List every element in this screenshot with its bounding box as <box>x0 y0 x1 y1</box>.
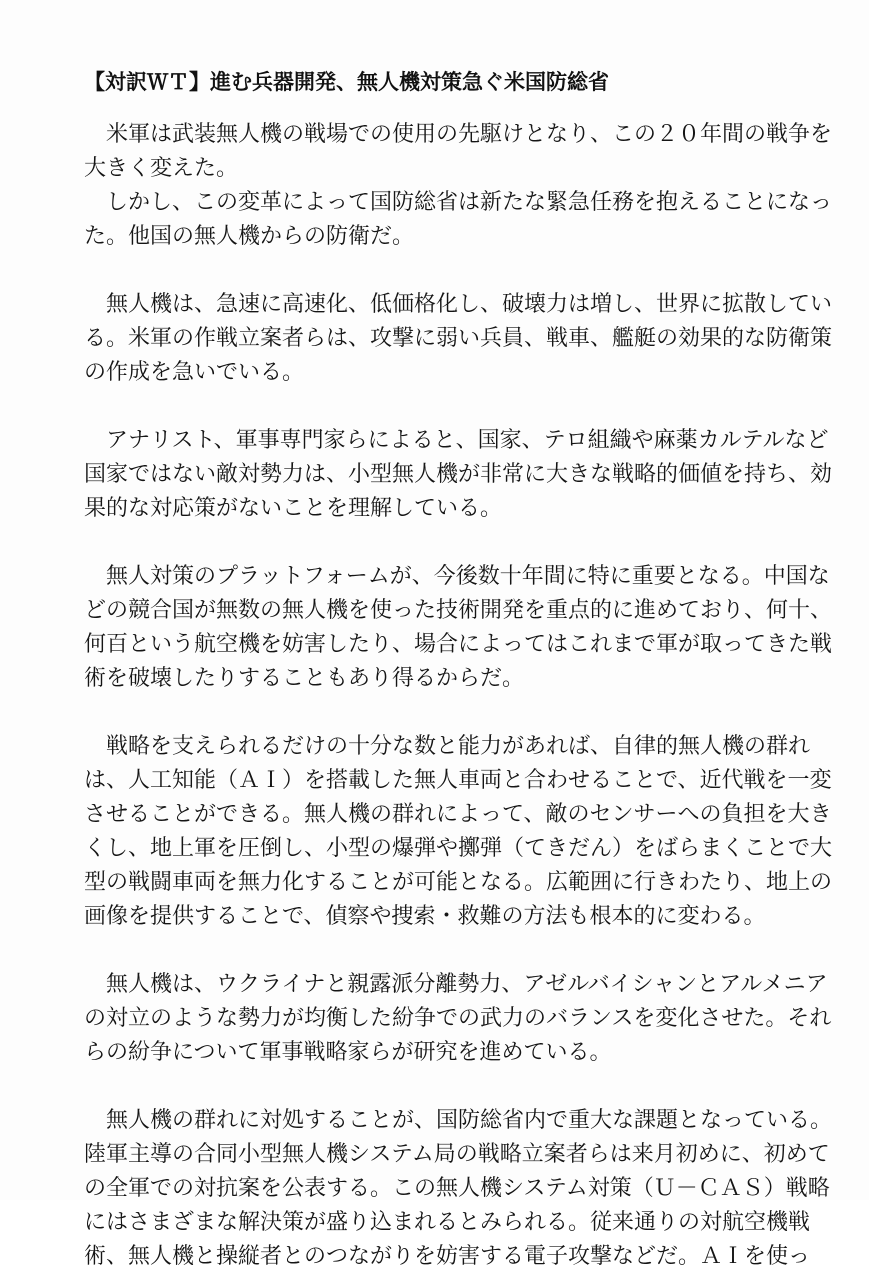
paragraph <box>84 186 833 254</box>
text-line: にはさまざまな解決策が盛り込まれるとみられる。従来通りの対航空機戦 <box>84 1210 811 1235</box>
paragraph <box>84 968 832 1070</box>
text-line: 無人対策のプラットフォームが、今後数十年間に特に重要となる。中国な <box>84 564 830 589</box>
text-line: 果的な対応策がないことを理解している。 <box>84 496 503 521</box>
text-line: らの紛争について軍事戦略家らが研究を進めている。 <box>84 1040 612 1065</box>
paragraph <box>84 118 833 186</box>
text-line: の対立のような勢力が均衡した紛争での武力のバランスを変化させた。それ <box>84 1006 832 1031</box>
text-line: くし、地上軍を圧倒し、小型の爆弾や擲弾（てきだん）をばらまくことで大 <box>84 836 833 861</box>
paragraph <box>84 288 833 390</box>
text-line: 無人機の群れに対処することが、国防総省内で重大な課題となっている。 <box>84 1108 833 1133</box>
text-line: た。他国の無人機からの防衛だ。 <box>84 224 415 249</box>
paragraph <box>84 1104 833 1274</box>
paragraph <box>84 424 833 526</box>
text-line: 何百という航空機を妨害したり、場合によってはこれまで軍が取ってきた戦 <box>84 632 833 657</box>
text-line: 国家ではない敵対勢力は、小型無人機が非常に大きな戦略的価値を持ち、効 <box>84 462 833 487</box>
text-line: は、人工知能（ＡＩ）を搭載した無人車両と合わせることで、近代戦を一変 <box>84 768 832 793</box>
text-line: 大きく変えた。 <box>84 156 239 181</box>
text-line: どの競合国が無数の無人機を使った技術開発を重点的に進めており、何十、 <box>84 598 833 623</box>
text-line: 無人機は、急速に高速化、低価格化し、破壊力は増し、世界に拡散してい <box>84 292 833 317</box>
text-line: 画像を提供することで、偵察や捜索・救難の方法も根本的に変わる。 <box>84 904 766 929</box>
text-line: る。米軍の作戦立案者らは、攻撃に弱い兵員、戦車、艦艇の効果的な防衛策 <box>84 326 833 351</box>
paragraph <box>84 560 833 696</box>
article-title: 【対訳ＷＴ】進む兵器開発、無人機対策急ぐ米国防総省 <box>84 70 609 94</box>
paragraph <box>84 730 833 934</box>
text-line: 陸軍主導の合同小型無人機システム局の戦略立案者らは来月初めに、初めて <box>84 1142 830 1167</box>
text-line: 型の戦闘車両を無力化することが可能となる。広範囲に行きわたり、地上の <box>84 870 833 895</box>
text-line: 無人機は、ウクライナと親露派分離勢力、アゼルバイシャンとアルメニア <box>84 972 828 997</box>
text-line: の全軍での対抗案を公表する。この無人機システム対策（Ｕ－ＣＡＳ）戦略 <box>84 1176 830 1201</box>
article-body <box>84 118 833 1274</box>
text-line: 術、無人機と操縦者とのつながりを妨害する電子攻撃などだ。ＡＩを使っ <box>84 1244 811 1269</box>
text-line: 米軍は武装無人機の戦場での使用の先駆けとなり、この２０年間の戦争を <box>84 122 833 147</box>
text-line: の作成を急いでいる。 <box>84 360 305 385</box>
text-line: しかし、この変革によって国防総省は新たな緊急任務を抱えることになっ <box>84 190 833 215</box>
text-line: 戦略を支えられるだけの十分な数と能力があれば、自律的無人機の群れ <box>84 734 811 759</box>
text-line: 術を破壊したりすることもあり得るからだ。 <box>84 666 525 691</box>
text-line: アナリスト、軍事専門家らによると、国家、テロ組織や麻薬カルテルなど <box>84 428 829 453</box>
text-line: させることができる。無人機の群れによって、敵のセンサーへの負担を大き <box>84 802 832 827</box>
